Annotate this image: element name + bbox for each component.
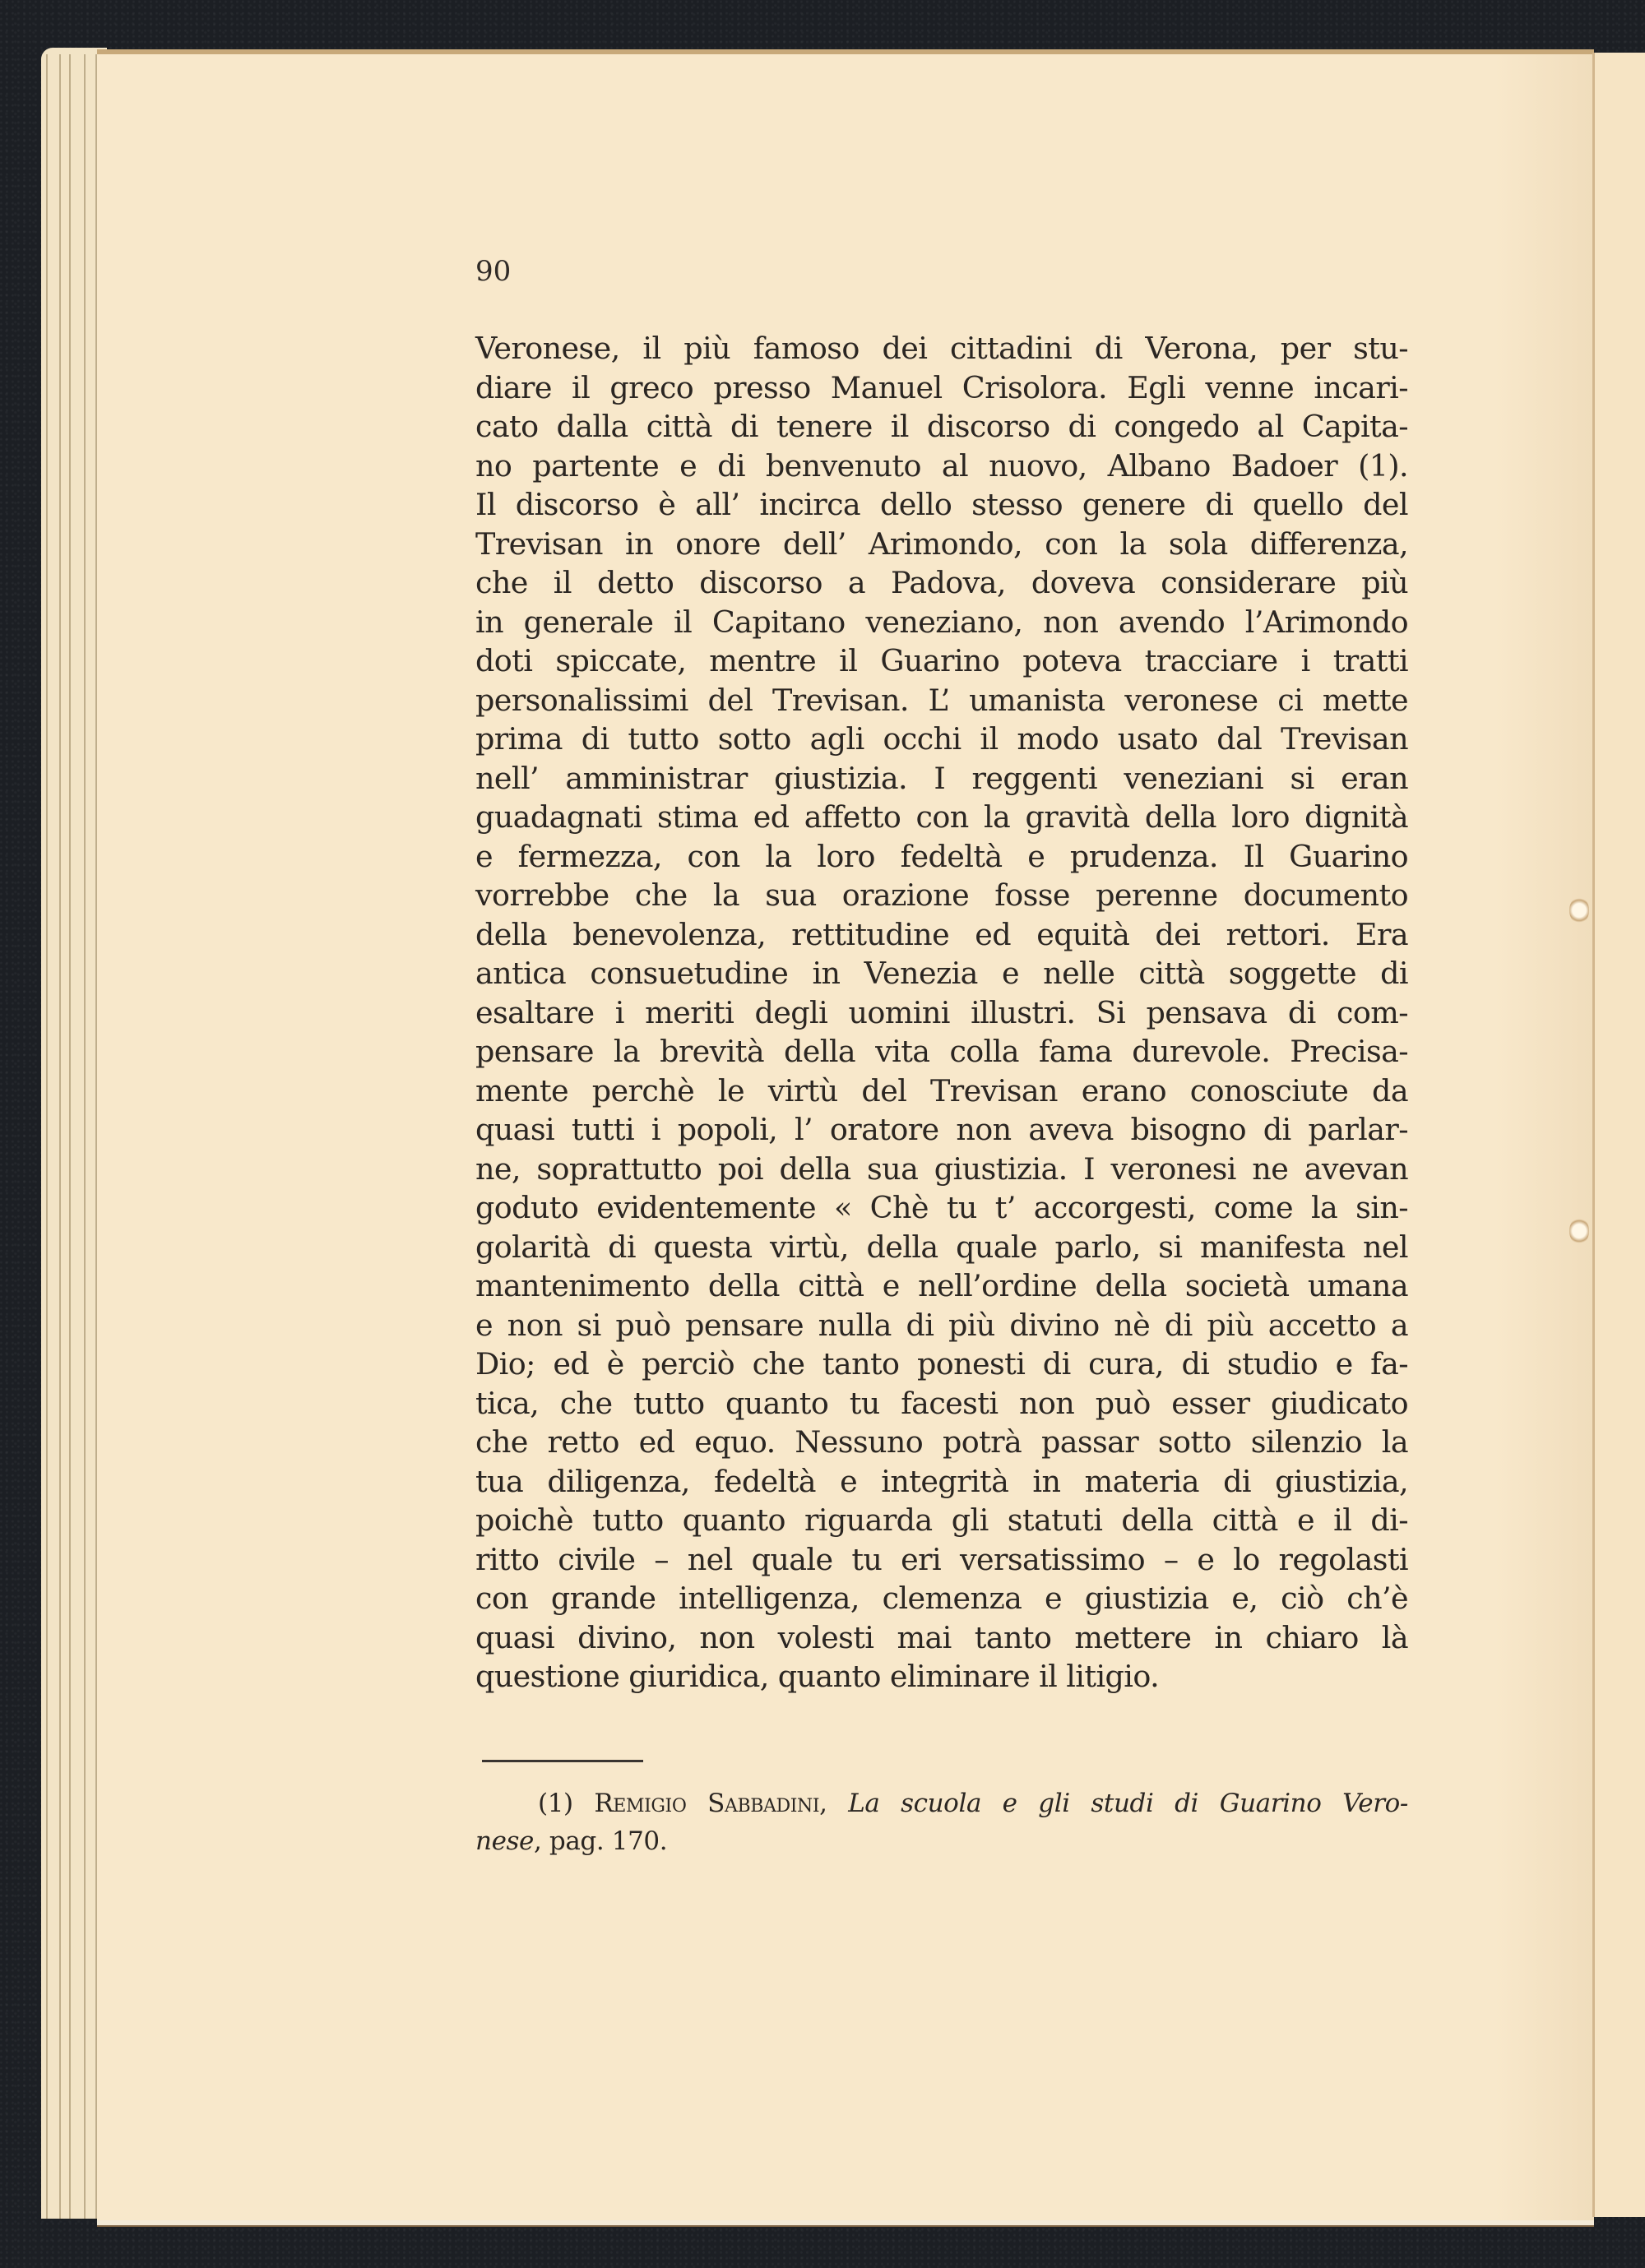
text-line: tua diligenza, fedeltà e integrità in materia di giustizia, [475,1463,1408,1499]
footnote-page-ref: , pag. 170. [533,1826,668,1856]
text-line: vorrebbe che la sua orazione fosse perenne documento [475,877,1408,913]
text-line: e non si può pensare nulla di più divino nè di più accetto a [475,1307,1408,1343]
page-edge-line [84,54,86,2219]
text-line: pensare la brevità della vita colla fama durevole. Precisa- [475,1034,1408,1069]
text-line: goduto evidentemente « Chè tu t’ accorgesti, come la sin- [475,1190,1408,1225]
footnote [475,1784,1408,1860]
text-line: quasi divino, non volesti mai tanto mettere in chiaro là [475,1619,1408,1655]
text-line: mantenimento della città e nell’ordine della società umana [475,1268,1408,1303]
text-line: prima di tutto sotto agli occhi il modo usato dal Trevisan [475,721,1408,757]
gutter-shade [1495,54,1594,2220]
footnote-title: La scuola e gli studi di Guarino Vero- [848,1789,1408,1818]
text-line: nell’ amministrar giustizia. I reggenti veneziani si eran [475,760,1408,796]
footnote-line [475,1822,1408,1860]
text-line: Veronese, il più famoso dei cittadini di Verona, per stu- [475,331,1408,366]
text-line: mente perchè le virtù del Trevisan erano conosciute da [475,1072,1408,1109]
footnote-title-cont: nese [475,1826,534,1856]
text-line: cato dalla città di tenere il discorso di congedo al Capita- [475,409,1408,444]
text-line: personalissimi del Trevisan. L’ umanista veronese ci mette [475,682,1408,718]
text-line: Trevisan in onore dell’ Arimondo, con la sola differenza, [475,525,1408,562]
text-line: questione giuridica, quanto eliminare il litigio. [475,1659,1160,1694]
text-line: doti spiccate, mentre il Guarino poteva tracciare i tratti [475,643,1408,678]
text-line: no partente e di benvenuto al nuovo, Albano Badoer (1). [475,447,1408,484]
text-line: ne, soprattutto poi della sua giustizia. I veronesi ne avevan [475,1150,1408,1187]
text-line: quasi tutti i popoli, l’ oratore non aveva bisogno di parlar- [475,1112,1408,1147]
page-edge-line [46,54,48,2219]
page-edge-line [69,54,71,2219]
footnote-line [475,1784,1408,1822]
footnote-divider [482,1760,643,1762]
text-line: diare il greco presso Manuel Crisolora. Egli venne incari- [475,369,1408,405]
text-line: guadagnati stima ed affetto con la gravità della loro dignità [475,799,1408,835]
text-line: tica, che tutto quanto tu facesti non può esser giudicato [475,1385,1408,1421]
binding-mark [1569,896,1589,924]
text-line: esaltare i meriti degli uomini illustri. Si pensava di com- [475,994,1408,1030]
text-line: che retto ed equo. Nessuno potrà passar sotto silenzio la [475,1424,1408,1460]
facing-page-edge [1592,53,1645,2217]
text-line: Il discorso è all’ incirca dello stesso genere di quello del [475,487,1408,522]
footnote-author: Remigio Sabbadini, [594,1789,827,1818]
text-line: Dio; ed è perciò che tanto ponesti di cura, di studio e fa- [475,1346,1408,1382]
binding-mark [1569,1217,1589,1245]
page-edge-line [59,54,61,2219]
text-line: che il detto discorso a Padova, doveva considerare più [475,565,1408,600]
text-line: ritto civile – nel quale tu eri versatissimo – e lo regolasti [475,1541,1408,1577]
text-line: in generale il Capitano veneziano, non avendo l’Arimondo [475,604,1408,640]
text-line: antica consuetudine in Venezia e nelle città soggette di [475,956,1408,991]
text-line: poichè tutto quanto riguarda gli statuti della città e il di- [475,1502,1408,1538]
page-number: 90 [475,255,512,288]
text-line: con grande intelligenza, clemenza e giustizia e, ciò ch’è [475,1581,1408,1616]
text-line: golarità di questa virtù, della quale parlo, si manifesta nel [475,1229,1408,1265]
text-line: e fermezza, con la loro fedeltà e prudenza. Il Guarino [475,838,1408,874]
text-line: della benevolenza, rettitudine ed equità dei rettori. Era [475,916,1408,952]
body-text [475,329,1408,1696]
footnote-marker: (1) [538,1789,573,1818]
